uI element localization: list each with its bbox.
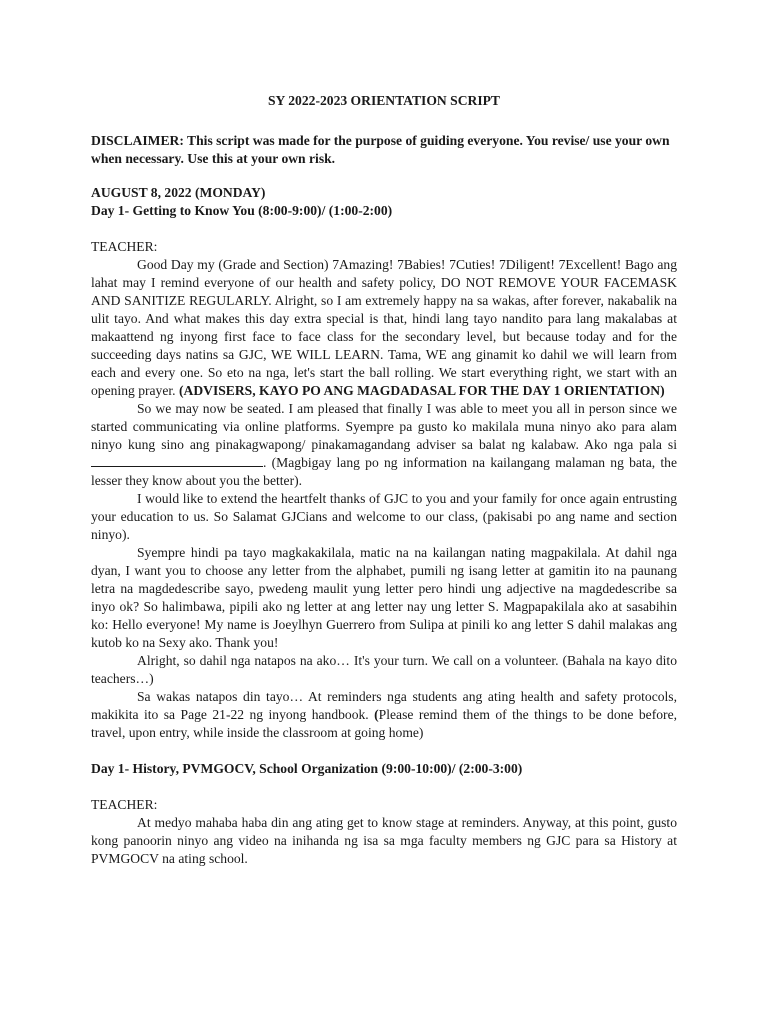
paragraph-history-video: At medyo mahaba haba din ang ating get to know stage at reminders. Anyway, at this point, gusto kong panoorin ninyo ang video na inihanda ng isa sa mga faculty members ng GJC para sa History at PVMGOCV na ating school. bbox=[91, 815, 677, 866]
paragraph-thanks: I would like to extend the heartfelt thanks of GJC to you and your family for once again entrusting your education to us. So Salamat GJCians and welcome to our class, (pakisabi po ang name and section ninyo). bbox=[91, 491, 677, 542]
paragraph-introduction-note: . (Magbigay lang po ng information na kailangang malaman ng bata, the lesser they know about you the better). bbox=[91, 455, 677, 488]
date-heading: AUGUST 8, 2022 (MONDAY) bbox=[91, 185, 266, 200]
speaker-label: TEACHER: bbox=[91, 239, 158, 254]
paragraph-greeting-text: Good Day my (Grade and Section) 7Amazing! 7Babies! 7Cuties! 7Diligent! 7Excellent! Bago ang lahat may I remind everyone of our health and safety policy, DO NOT REMOVE YOUR FACEMASK AND SANITIZE REGULARLY. Alright, so I am extremely happy na sa wakas, after forever, nakabalik na ulit tayo. And what makes this day extra special is that, hindi lang tayo nandito para lang makalabas at makaattend ng inyong first face to face class for the secondary level, but because today and for the succeeding days natins sa GJC, WE WILL LEARN. Tama, WE ang ginamit ko dahil we will learn from each and every one. So eto na nga, let's start the ball rolling. We start everything right, we start with an opening prayer. bbox=[91, 257, 677, 398]
speaker-label-2: TEACHER: bbox=[91, 797, 158, 812]
paragraph-greeting bbox=[91, 256, 677, 400]
paragraph-letter-game: Syempre hindi pa tayo magkakakilala, matic na na kailangan nating magpakilala. At dahil nga dyan, I want you to choose any letter from the alphabet, pumili ng isang letter at gamitin ito na paunang letra na magdedescribe sayo, pwedeng maulit yung letter pero hindi ung adjective na magdedescribe sa inyo ok? So halimbawa, pipili ako ng letter at ang letter nay ung letter S. Magpapakilala ako at sasabihin ko: Hello everyone! My name is Joeylhyn Guerrero from Sulipa at pinili ko ang letter S dahil malakas ang kutob ko na Sexy ako. Thank you! bbox=[91, 545, 677, 650]
paragraph-greeting-note: (ADVISERS, KAYO PO ANG MAGDADASAL FOR THE DAY 1 ORIENTATION) bbox=[178, 383, 665, 398]
paragraph-volunteer: Alright, so dahil nga natapos na ako… It's your turn. We call on a volunteer. (Bahala na kayo dito teachers…) bbox=[91, 653, 677, 686]
paragraph-reminders-text: Sa wakas natapos din tayo… At reminders nga students ang ating health and safety protocols, makikita ito sa Page 21-22 ng inyong handbook. bbox=[91, 689, 677, 722]
paragraph-introduction bbox=[91, 400, 677, 490]
disclaimer: DISCLAIMER: This script was made for the purpose of guiding everyone. You revise/ use your own when necessary. Use this at your own risk. bbox=[91, 133, 670, 166]
day1-history-heading: Day 1- History, PVMGOCV, School Organization (9:00-10:00)/ (2:00-3:00) bbox=[91, 761, 523, 776]
paragraph-reminders bbox=[91, 688, 677, 742]
day1-heading: Day 1- Getting to Know You (8:00-9:00)/ (1:00-2:00) bbox=[91, 203, 393, 218]
name-blank-line bbox=[91, 454, 263, 467]
paragraph-reminders-paren: ( bbox=[374, 707, 379, 722]
document-page bbox=[91, 92, 677, 868]
paragraph-introduction-text: So we may now be seated. I am pleased that finally I was able to meet you all in person since we started communicating via online platforms. Syempre pa gusto ko makilala muna ninyo ako para alam ninyo kung sino ang pinakagwapong/ pinakamagandang adviser sa balat ng kalabaw. Ako nga pala si bbox=[91, 401, 677, 452]
paragraph-reminders-note: Please remind them of the things to be done before, travel, upon entry, while inside the classroom at going home) bbox=[91, 707, 678, 740]
document-title: SY 2022-2023 ORIENTATION SCRIPT bbox=[267, 93, 500, 108]
section-spacer bbox=[91, 742, 677, 760]
